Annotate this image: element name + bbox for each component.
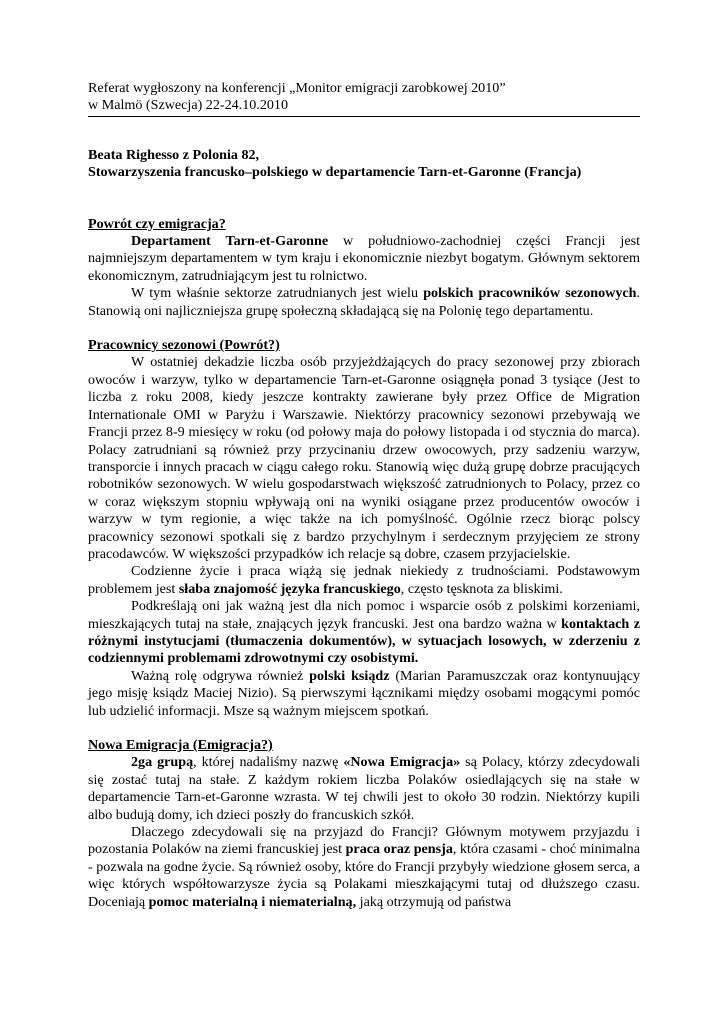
author-line-2: Stowarzyszenia francusko–polskiego w departamencie Tarn-et-Garonne (Francja) bbox=[88, 164, 582, 181]
paragraph-text: jaką otrzymują od państwa bbox=[356, 893, 512, 910]
paragraph bbox=[88, 233, 640, 285]
paragraph bbox=[88, 824, 640, 911]
author-line-1: Beata Righesso z Polonia 82, bbox=[88, 146, 260, 163]
paragraph-text: w południowo-zachodniej części Francji jest najmniejszym departamentem w tym kraju i ekonomicznie niezbyt bogatym. Głównym sektorem ekonomicznym, zatrudniającym jest tu rolnictwo. bbox=[88, 233, 640, 284]
paragraph-text: , której nadaliśmy nazwę bbox=[193, 754, 344, 771]
section-heading: Pracownicy sezonowi (Powrót?) bbox=[88, 337, 280, 354]
paragraph bbox=[88, 285, 640, 320]
section-heading: Nowa Emigracja (Emigracja?) bbox=[88, 737, 273, 753]
document-page bbox=[88, 80, 640, 911]
bold-text: Departament Tarn-et-Garonne bbox=[131, 233, 329, 250]
bold-text: polskich pracowników sezonowych bbox=[423, 285, 637, 302]
bold-text: praca oraz pensja bbox=[345, 841, 453, 858]
paragraph-text: Dlaczego zdecydowali się na przyjazd do Francji? Głównym motywem przyjazdu i pozostania Polaków na ziemi francuskiej jest bbox=[88, 824, 640, 858]
paragraph-text: Codzienne życie i praca wiążą się jednak niekiedy z trudnościami. Podstawowym problemem jest bbox=[88, 563, 640, 597]
bold-text: «Nowa Emigracja» bbox=[343, 754, 461, 771]
section-powrot-czy-emigracja bbox=[88, 216, 640, 320]
section-pracownicy-sezonowi bbox=[88, 337, 640, 720]
section-nowa-emigracja bbox=[88, 737, 640, 911]
paragraph-text: , która czasami - choć minimalna - pozwala na godne życie. Są również osoby, które do Francji przybyły wiedzione głosem serca, a więc których współtowarzysze życia są Polakami mieszkającymi tutaj od dłuższego czasu. Doceniają bbox=[88, 841, 640, 910]
paragraph bbox=[88, 668, 640, 720]
bold-text: polski ksiądz bbox=[309, 667, 390, 684]
paragraph bbox=[88, 754, 640, 824]
paragraph-text: W tym właśnie sektorze zatrudnianych jest wielu bbox=[131, 285, 424, 302]
bold-text: 2ga grupą bbox=[131, 754, 194, 771]
paragraph bbox=[88, 563, 640, 598]
bold-text: pomoc materialną i niematerialną, bbox=[148, 893, 357, 910]
header-line-1: Referat wygłoszony na konferencji „Monitor emigracji zarobkowej 2010” bbox=[88, 80, 506, 96]
section-heading: Powrót czy emigracja? bbox=[88, 215, 226, 232]
paragraph-text: . Stanowią oni najliczniejsza grupę społeczną składającą się na Polonię tego departamentu. bbox=[88, 285, 640, 319]
paragraph-text: są Polacy, którzy zdecydowali się zostać tutaj na stałe. Z każdym rokiem liczba Polaków osiedlających się na stałe w departamencie Tarn-et-Garonne wzrasta. W tej chwili jest to około 30 rodzin. Niektórzy kupili albo budują domy, ich dzieci poszły do francuskich szkół. bbox=[88, 754, 640, 823]
paragraph-text: (Marian Paramuszczak oraz kontynuujący jego misję ksiądz Maciej Nizio). Są pierwszymi łącznikami między osobami mogącymi pomóc lub udzielić informacji. Msze są ważnym miejscem spotkań. bbox=[88, 667, 640, 719]
author-block bbox=[88, 147, 640, 182]
header-line-2: w Malmö (Szwecja) 22-24.10.2010 bbox=[88, 97, 289, 114]
bold-text: słaba znajomość języka francuskiego bbox=[178, 580, 401, 597]
paragraph-text: Ważną rolę odgrywa również bbox=[131, 667, 310, 684]
paragraph-text: Podkreślają oni jak ważną jest dla nich pomoc i wsparcie osób z polskimi korzeniami, mieszkających tutaj na stałe, znających język francuski. Jest ona bardzo ważna w bbox=[88, 598, 640, 632]
paragraph bbox=[88, 598, 640, 668]
document-header bbox=[88, 80, 640, 117]
paragraph-text: , często tęsknota za bliskimi. bbox=[400, 580, 563, 597]
bold-text: kontaktach z różnymi instytucjami (tłumaczenia dokumentów), w sytuacjach losowych, w zderzeniu z codziennymi problemami zdrowotnymi czy osobistymi. bbox=[88, 615, 640, 667]
paragraph: W ostatniej dekadzie liczba osób przyjeżdżających do pracy sezonowej przy zbiorach owoców i warzyw, tylko w departamencie Tarn-et-Garonne osiągnęła ponad 3 tysiące (Jest to liczba z roku 2008, kiedy jeszcze kontrakty zawierane były przez Office de Migration Internationale OMI w Paryżu i Warszawie. Niektórzy pracownicy sezonowi przebywają we Francji przez 8-9 miesięcy w roku (od połowy maja do połowy listopada i od stycznia do marca). Polacy zatrudniani są również przy przycinaniu drzew owocowych, przy sadzeniu warzyw, transporcie i innych pracach w ciągu całego roku. Stanowią więc dużą grupę dobrze pracujących robotników sezonowych. W wielu gospodarstwach większość zatrudnionych to Polacy, przez co w coraz większym stopniu wpływają oni na wyniki osiągane przez producentów owoców i warzyw w tym regionie, a więc także na ich pomyślność. Ogólnie rzecz biorąc polscy pracownicy sezonowi spotkali się z bardzo przychylnym i serdecznym przyjęciem ze strony pracodawców. W większości przypadków ich relacje są dobre, czasem przyjacielskie. bbox=[88, 354, 640, 562]
